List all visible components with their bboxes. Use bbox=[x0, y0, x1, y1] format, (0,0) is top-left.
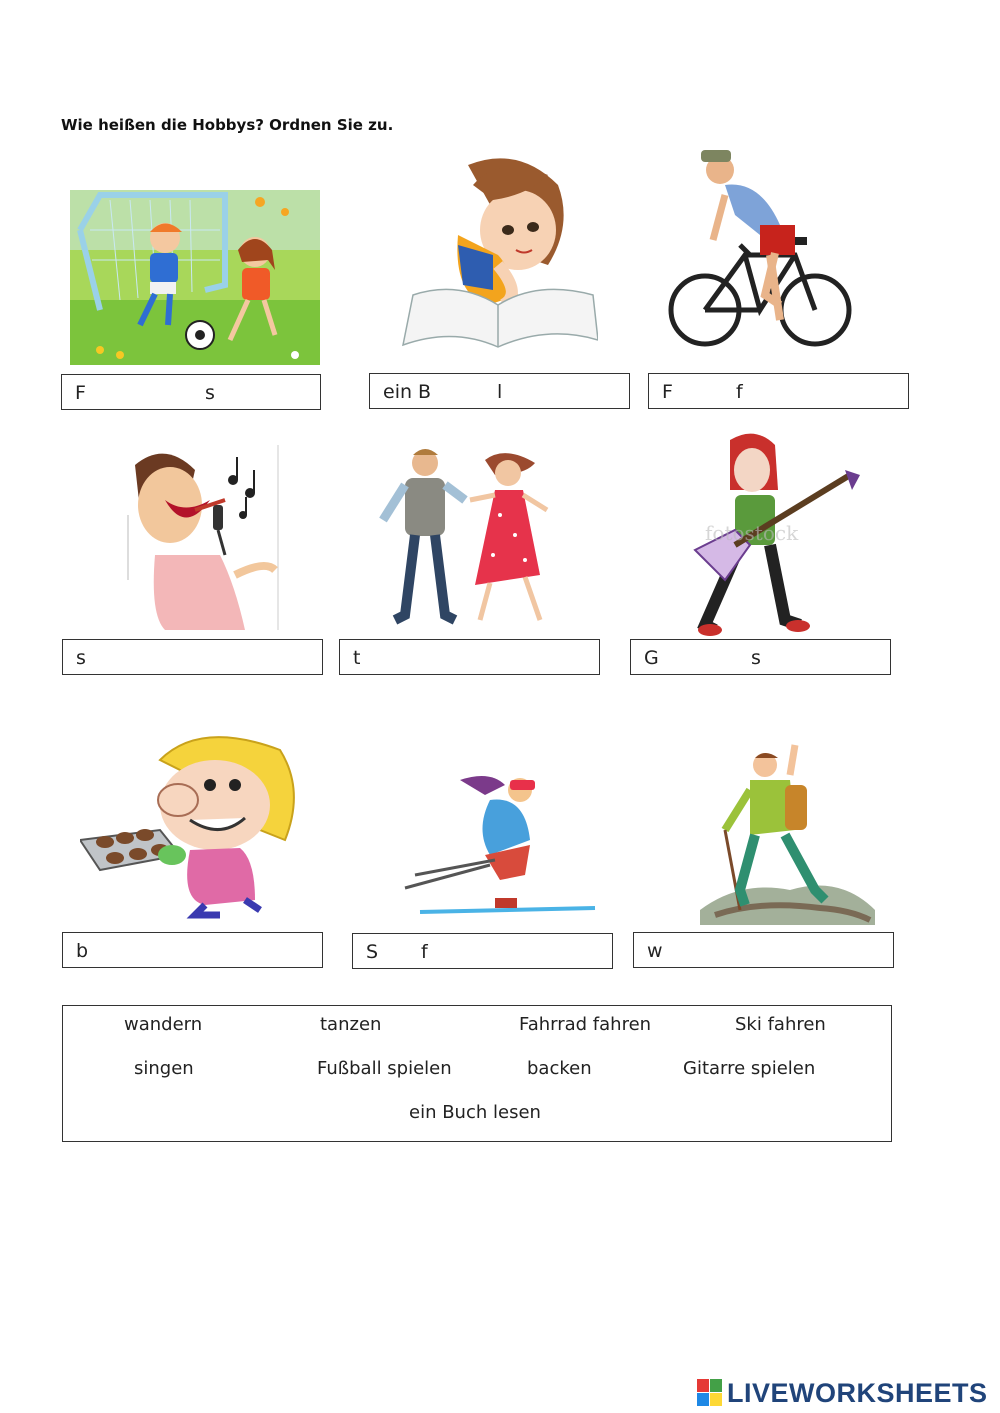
hiking-picture bbox=[700, 740, 880, 925]
logo-text: LIVEWORKSHEETS bbox=[727, 1377, 988, 1408]
word-bank-item[interactable]: ein Buch lesen bbox=[409, 1102, 541, 1123]
answer-hint: t bbox=[353, 647, 361, 669]
instruction: Wie heißen die Hobbys? Ordnen Sie zu. bbox=[61, 116, 394, 134]
answer-hint: F bbox=[662, 381, 673, 403]
answer-hint: l bbox=[497, 381, 503, 403]
answer-box-1[interactable] bbox=[61, 374, 321, 410]
answer-hint: f bbox=[421, 941, 428, 963]
answer-hint: ein B bbox=[383, 381, 432, 403]
reading-picture bbox=[398, 155, 598, 350]
baking-picture bbox=[80, 730, 305, 920]
answer-box-9[interactable] bbox=[633, 932, 894, 968]
answer-box-4[interactable] bbox=[62, 639, 323, 675]
answer-hint: S bbox=[366, 941, 379, 963]
answer-box-7[interactable] bbox=[62, 932, 323, 968]
word-bank-item[interactable]: tanzen bbox=[320, 1014, 382, 1035]
logo-icon bbox=[697, 1379, 723, 1407]
skiing-picture bbox=[395, 770, 600, 915]
answer-hint: w bbox=[647, 940, 663, 962]
dancing-picture bbox=[375, 445, 560, 630]
answer-hint: F bbox=[75, 382, 86, 404]
answer-box-5[interactable] bbox=[339, 639, 600, 675]
watermark-text: fotostock bbox=[705, 521, 799, 545]
answer-hint: s bbox=[751, 647, 761, 669]
answer-hint: b bbox=[76, 940, 89, 962]
cycling-picture bbox=[665, 145, 855, 350]
liveworksheets-logo bbox=[697, 1377, 988, 1409]
answer-hint: s bbox=[76, 647, 86, 669]
answer-hint: f bbox=[736, 381, 743, 403]
word-bank bbox=[62, 1005, 892, 1142]
singing-picture bbox=[125, 445, 285, 635]
answer-box-6[interactable] bbox=[630, 639, 891, 675]
word-bank-item[interactable]: Fahrrad fahren bbox=[519, 1014, 652, 1035]
word-bank-item[interactable]: Gitarre spielen bbox=[683, 1058, 816, 1079]
answer-box-3[interactable] bbox=[648, 373, 909, 409]
answer-box-8[interactable] bbox=[352, 933, 613, 969]
football-picture bbox=[70, 190, 320, 365]
answer-hint: s bbox=[205, 382, 215, 404]
word-bank-item[interactable]: Fußball spielen bbox=[317, 1058, 452, 1079]
word-bank-item[interactable]: wandern bbox=[124, 1014, 203, 1035]
answer-box-2[interactable] bbox=[369, 373, 630, 409]
guitar-picture bbox=[690, 430, 865, 640]
answer-hint: G bbox=[644, 647, 659, 669]
word-bank-item[interactable]: backen bbox=[527, 1058, 592, 1079]
word-bank-item[interactable]: Ski fahren bbox=[735, 1014, 826, 1035]
word-bank-item[interactable]: singen bbox=[134, 1058, 194, 1079]
